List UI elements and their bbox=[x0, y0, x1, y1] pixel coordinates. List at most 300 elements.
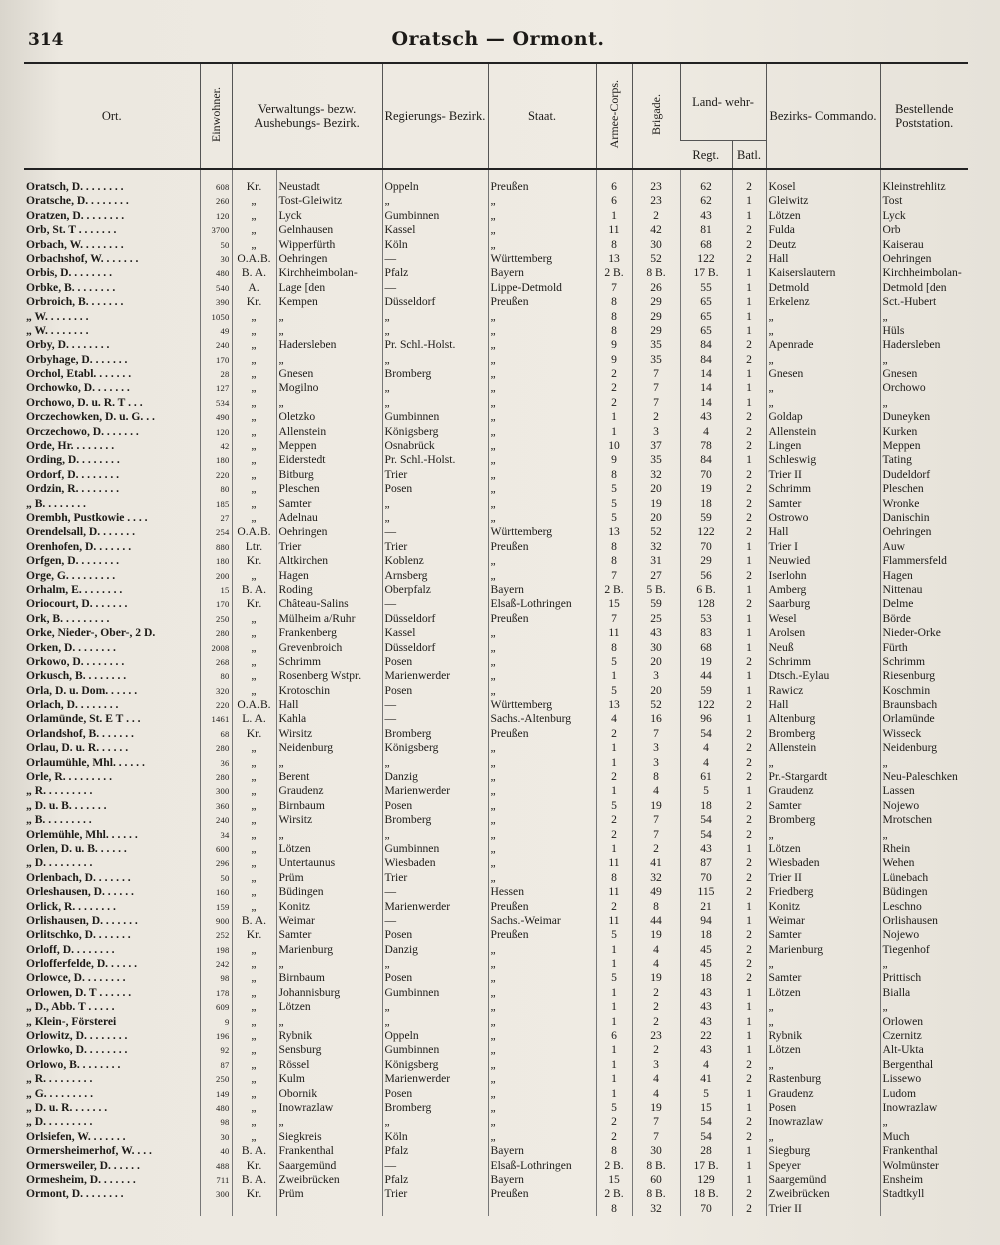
cell-verwaltungsbezirk: Hadersleben bbox=[276, 338, 382, 352]
cell-staat: Bayern bbox=[488, 1173, 596, 1187]
cell-ort: Orbyhage, D. . . . . . . bbox=[26, 352, 128, 366]
cell-staat: „ bbox=[488, 957, 596, 971]
cell-brigade: 31 bbox=[632, 554, 680, 568]
cell-einwohner: 480 bbox=[200, 266, 232, 280]
cell-bezirkskommando: „ bbox=[766, 957, 880, 971]
cell-ort: Orlamünde, St. E T . . . bbox=[26, 712, 141, 726]
cell-einwohner: 127 bbox=[200, 381, 232, 395]
cell-einwohner: 149 bbox=[200, 1086, 232, 1100]
cell-staat: Lippe-Detmold bbox=[488, 280, 596, 294]
cell-bezirk-typ: „ bbox=[232, 985, 276, 999]
table-row bbox=[24, 223, 968, 237]
cell-bataillon: 2 bbox=[732, 942, 766, 956]
cell-bezirk-typ: „ bbox=[232, 899, 276, 913]
cell-poststation: Kleinstrehlitz bbox=[880, 169, 968, 194]
table-row bbox=[24, 381, 968, 395]
cell-regierungsbezirk: Marienwerder bbox=[382, 784, 488, 798]
cell-verwaltungsbezirk: Bitburg bbox=[276, 467, 382, 481]
cell-bezirkskommando: „ bbox=[766, 1014, 880, 1028]
cell-armee-corps: 5 bbox=[596, 1101, 632, 1115]
cell-poststation: Wronke bbox=[880, 496, 968, 510]
page-number: 314 bbox=[28, 30, 64, 50]
cell-poststation: Alt-Ukta bbox=[880, 1043, 968, 1057]
cell-verwaltungsbezirk: Graudenz bbox=[276, 784, 382, 798]
table-row bbox=[24, 525, 968, 539]
cell-armee-corps: 6 bbox=[596, 169, 632, 194]
cell-brigade: 25 bbox=[632, 611, 680, 625]
cell-ort: „ B. . . . . . . . . bbox=[26, 813, 92, 827]
cell-bezirkskommando: Saargemünd bbox=[766, 1173, 880, 1187]
cell-einwohner: 68 bbox=[200, 726, 232, 740]
cell-bezirkskommando: Samter bbox=[766, 798, 880, 812]
cell-verwaltungsbezirk: „ bbox=[276, 755, 382, 769]
cell-regierungsbezirk: Kassel bbox=[382, 223, 488, 237]
cell-armee-corps: 11 bbox=[596, 885, 632, 899]
cell-staat: „ bbox=[488, 755, 596, 769]
cell-regiment: 21 bbox=[680, 899, 732, 913]
cell-poststation: Ensheim bbox=[880, 1173, 968, 1187]
cell-staat: Preußen bbox=[488, 169, 596, 194]
cell-bezirk-typ: „ bbox=[232, 669, 276, 683]
cell-bataillon: 2 bbox=[732, 928, 766, 942]
cell-ort: Orke, Nieder-, Ober-, 2 D. bbox=[26, 626, 156, 640]
cell-bezirk-typ: Ltr. bbox=[232, 539, 276, 553]
cell-armee-corps: 5 bbox=[596, 798, 632, 812]
cell-einwohner: 160 bbox=[200, 885, 232, 899]
cell-poststation: Lünebach bbox=[880, 870, 968, 884]
table-row bbox=[24, 237, 968, 251]
table-row bbox=[24, 367, 968, 381]
cell-bataillon: 2 bbox=[732, 655, 766, 669]
cell-staat: „ bbox=[488, 381, 596, 395]
cell-regiment: 54 bbox=[680, 1115, 732, 1129]
col-header-verwaltung: Verwaltungs- bezw. Aushebungs- Bezirk. bbox=[232, 63, 382, 169]
cell-brigade: 49 bbox=[632, 885, 680, 899]
cell-staat: Sachs.-Altenburg bbox=[488, 712, 596, 726]
cell-bataillon: 1 bbox=[732, 1043, 766, 1057]
cell-regiment: 59 bbox=[680, 511, 732, 525]
cell-poststation: Nojewo bbox=[880, 798, 968, 812]
cell-staat: Preußen bbox=[488, 539, 596, 553]
cell-regiment: 68 bbox=[680, 237, 732, 251]
col-header-landwehr: Land- wehr- bbox=[680, 63, 766, 141]
cell-bataillon: 2 bbox=[732, 338, 766, 352]
cell-armee-corps: 8 bbox=[596, 870, 632, 884]
cell-verwaltungsbezirk: Wipperfürth bbox=[276, 237, 382, 251]
cell-verwaltungsbezirk: Gelnhausen bbox=[276, 223, 382, 237]
cell-einwohner: 92 bbox=[200, 1043, 232, 1057]
cell-bezirkskommando: Friedberg bbox=[766, 885, 880, 899]
cell-staat: „ bbox=[488, 798, 596, 812]
cell-brigade: 8 bbox=[632, 770, 680, 784]
cell-ort: Orbke, B. . . . . . . . bbox=[26, 280, 116, 294]
cell-verwaltungsbezirk: Lyck bbox=[276, 208, 382, 222]
cell-bezirkskommando: Neuß bbox=[766, 640, 880, 654]
cell-poststation: „ bbox=[880, 395, 968, 409]
cell-regiment: 44 bbox=[680, 669, 732, 683]
cell-bezirkskommando: Ostrowo bbox=[766, 511, 880, 525]
cell-regierungsbezirk: Trier bbox=[382, 539, 488, 553]
cell-regiment: 53 bbox=[680, 611, 732, 625]
cell-regiment: 94 bbox=[680, 914, 732, 928]
cell-ort: „ D. . . . . . . . . bbox=[26, 1115, 93, 1129]
cell-brigade: 29 bbox=[632, 324, 680, 338]
cell-poststation: „ bbox=[880, 827, 968, 841]
cell-bezirkskommando: Schrimm bbox=[766, 655, 880, 669]
cell-einwohner: 600 bbox=[200, 842, 232, 856]
cell-bezirk-typ: „ bbox=[232, 453, 276, 467]
cell-einwohner: 534 bbox=[200, 395, 232, 409]
cell-brigade: 2 bbox=[632, 410, 680, 424]
cell-armee-corps: 2 B. bbox=[596, 583, 632, 597]
cell-bezirkskommando: „ bbox=[766, 395, 880, 409]
cell-regiment: 83 bbox=[680, 626, 732, 640]
cell-regiment: 14 bbox=[680, 395, 732, 409]
cell-verwaltungsbezirk: Prüm bbox=[276, 1187, 382, 1201]
cell-einwohner: 240 bbox=[200, 338, 232, 352]
table-row bbox=[24, 971, 968, 985]
table-row bbox=[24, 813, 968, 827]
cell-ort: „ R. . . . . . . . . bbox=[26, 1072, 93, 1086]
cell-ort: „ W. . . . . . . . bbox=[26, 323, 89, 337]
cell-verwaltungsbezirk: Lötzen bbox=[276, 842, 382, 856]
cell-bataillon: 1 bbox=[732, 395, 766, 409]
cell-staat: „ bbox=[488, 827, 596, 841]
cell-regiment: 43 bbox=[680, 842, 732, 856]
table-row bbox=[24, 280, 968, 294]
cell-regierungsbezirk: Danzig bbox=[382, 770, 488, 784]
cell-verwaltungsbezirk: „ bbox=[276, 324, 382, 338]
cell-bataillon: 1 bbox=[732, 1014, 766, 1028]
cell-brigade: 2 bbox=[632, 1043, 680, 1057]
cell-ort: „ D. u. R. . . . . . . bbox=[26, 1101, 108, 1114]
table-row bbox=[24, 683, 968, 697]
running-header bbox=[28, 28, 968, 54]
cell-bataillon: 1 bbox=[732, 295, 766, 309]
cell-einwohner: 360 bbox=[200, 798, 232, 812]
table-row bbox=[24, 741, 968, 755]
cell-verwaltungsbezirk: „ bbox=[276, 957, 382, 971]
cell-staat: „ bbox=[488, 482, 596, 496]
cell-bataillon: 2 bbox=[732, 827, 766, 841]
cell-poststation: Rhein bbox=[880, 842, 968, 856]
cell-armee-corps: 1 bbox=[596, 755, 632, 769]
cell-staat: „ bbox=[488, 1000, 596, 1014]
cell-regiment: 22 bbox=[680, 1029, 732, 1043]
cell-einwohner: 180 bbox=[200, 453, 232, 467]
cell-einwohner: 80 bbox=[200, 669, 232, 683]
cell-bezirk-typ: „ bbox=[232, 568, 276, 582]
cell-ort: „ R. . . . . . . . . bbox=[26, 784, 93, 798]
cell-einwohner: 711 bbox=[200, 1173, 232, 1187]
cell-staat: „ bbox=[488, 453, 596, 467]
cell-verwaltungsbezirk: Hagen bbox=[276, 568, 382, 582]
cell-ort: Orleshausen, D. . . . . . bbox=[26, 885, 134, 899]
cell-verwaltungsbezirk: Château-Salins bbox=[276, 597, 382, 611]
cell-regiment: 56 bbox=[680, 568, 732, 582]
cell-einwohner: 250 bbox=[200, 1072, 232, 1086]
cell-regierungsbezirk: Posen bbox=[382, 482, 488, 496]
cell-einwohner: 296 bbox=[200, 856, 232, 870]
cell-regiment: 62 bbox=[680, 169, 732, 194]
cell-bezirk-typ bbox=[232, 1201, 276, 1215]
cell-verwaltungsbezirk: Neustadt bbox=[276, 169, 382, 194]
cell-regiment: 65 bbox=[680, 324, 732, 338]
cell-armee-corps: 5 bbox=[596, 928, 632, 942]
cell-brigade: 27 bbox=[632, 568, 680, 582]
cell-ort: Oratzen, D. . . . . . . . bbox=[26, 208, 125, 222]
cell-regiment: 43 bbox=[680, 1043, 732, 1057]
cell-poststation: Wolmünster bbox=[880, 1158, 968, 1172]
cell-bezirkskommando: Inowrazlaw bbox=[766, 1115, 880, 1129]
cell-verwaltungsbezirk: Weimar bbox=[276, 914, 382, 928]
table-row bbox=[24, 424, 968, 438]
cell-armee-corps: 2 bbox=[596, 395, 632, 409]
cell-poststation: Koschmin bbox=[880, 683, 968, 697]
cell-poststation: Leschno bbox=[880, 899, 968, 913]
cell-regiment: 18 bbox=[680, 928, 732, 942]
cell-poststation: Tating bbox=[880, 453, 968, 467]
cell-bataillon: 2 bbox=[732, 755, 766, 769]
cell-poststation: Tost bbox=[880, 194, 968, 208]
cell-poststation: Much bbox=[880, 1129, 968, 1143]
cell-ort: Ordzin, R. . . . . . . . bbox=[26, 482, 120, 496]
cell-bezirk-typ: „ bbox=[232, 1129, 276, 1143]
cell-ort: Orloff, D. . . . . . . . bbox=[26, 942, 115, 956]
cell-regierungsbezirk: Marienwerder bbox=[382, 899, 488, 913]
table-row bbox=[24, 1187, 968, 1201]
cell-verwaltungsbezirk: Pleschen bbox=[276, 482, 382, 496]
cell-regierungsbezirk: „ bbox=[382, 1115, 488, 1129]
cell-poststation: Oehringen bbox=[880, 525, 968, 539]
cell-ort: Orczechowo, D. . . . . . . bbox=[26, 424, 139, 438]
cell-poststation: Schrimm bbox=[880, 655, 968, 669]
cell-armee-corps: 8 bbox=[596, 640, 632, 654]
cell-bezirk-typ: „ bbox=[232, 381, 276, 395]
cell-brigade: 30 bbox=[632, 1144, 680, 1158]
cell-armee-corps: 8 bbox=[596, 237, 632, 251]
cell-regierungsbezirk: Marienwerder bbox=[382, 669, 488, 683]
cell-bataillon: 1 bbox=[732, 842, 766, 856]
cell-bezirk-typ: „ bbox=[232, 626, 276, 640]
cell-bezirkskommando: Gnesen bbox=[766, 367, 880, 381]
cell-ort: Orb, St. T . . . . . . . bbox=[26, 223, 117, 237]
cell-ort: Orlitschko, D. . . . . . . bbox=[26, 928, 131, 942]
cell-bezirkskommando: Detmold bbox=[766, 280, 880, 294]
cell-regiment: 96 bbox=[680, 712, 732, 726]
cell-staat: „ bbox=[488, 410, 596, 424]
cell-einwohner: 30 bbox=[200, 252, 232, 266]
table-row bbox=[24, 698, 968, 712]
cell-regiment: 70 bbox=[680, 467, 732, 481]
cell-verwaltungsbezirk: Wirsitz bbox=[276, 813, 382, 827]
cell-ort: Orembh, Pustkowie . . . . bbox=[26, 510, 148, 524]
cell-verwaltungsbezirk: Büdingen bbox=[276, 885, 382, 899]
cell-bezirkskommando: Rybnik bbox=[766, 1029, 880, 1043]
cell-bezirk-typ: „ bbox=[232, 784, 276, 798]
cell-regierungsbezirk: Bromberg bbox=[382, 367, 488, 381]
cell-poststation: Braunsbach bbox=[880, 698, 968, 712]
cell-bataillon: 1 bbox=[732, 899, 766, 913]
table-row bbox=[24, 1129, 968, 1143]
cell-poststation: „ bbox=[880, 755, 968, 769]
table-row bbox=[24, 252, 968, 266]
cell-bezirkskommando: Konitz bbox=[766, 899, 880, 913]
cell-staat: „ bbox=[488, 1072, 596, 1086]
cell-regiment: 19 bbox=[680, 482, 732, 496]
cell-regierungsbezirk: — bbox=[382, 525, 488, 539]
cell-bataillon: 2 bbox=[732, 698, 766, 712]
cell-ort: Orbroich, B. . . . . . . bbox=[26, 295, 124, 309]
table-row bbox=[24, 928, 968, 942]
cell-bataillon: 1 bbox=[732, 914, 766, 928]
cell-brigade: 8 B. bbox=[632, 266, 680, 280]
cell-bataillon: 1 bbox=[732, 381, 766, 395]
cell-bezirk-typ: „ bbox=[232, 352, 276, 366]
cell-brigade: 26 bbox=[632, 280, 680, 294]
cell-verwaltungsbezirk: Oehringen bbox=[276, 252, 382, 266]
cell-regierungsbezirk: Gumbinnen bbox=[382, 208, 488, 222]
cell-bezirk-typ: „ bbox=[232, 1029, 276, 1043]
table-row bbox=[24, 1115, 968, 1129]
cell-regierungsbezirk: — bbox=[382, 885, 488, 899]
cell-verwaltungsbezirk: Kahla bbox=[276, 712, 382, 726]
cell-bezirkskommando: Allenstein bbox=[766, 424, 880, 438]
cell-staat: Sachs.-Weimar bbox=[488, 914, 596, 928]
cell-bataillon: 2 bbox=[732, 957, 766, 971]
cell-armee-corps: 2 bbox=[596, 899, 632, 913]
cell-staat: Hessen bbox=[488, 885, 596, 899]
table-row bbox=[24, 338, 968, 352]
cell-bezirkskommando: Fulda bbox=[766, 223, 880, 237]
cell-regierungsbezirk: Oppeln bbox=[382, 1029, 488, 1043]
cell-einwohner: 36 bbox=[200, 755, 232, 769]
cell-armee-corps: 7 bbox=[596, 611, 632, 625]
cell-einwohner: 49 bbox=[200, 324, 232, 338]
cell-bezirk-typ: B. A. bbox=[232, 583, 276, 597]
cell-staat bbox=[488, 1201, 596, 1215]
cell-regiment: 4 bbox=[680, 1057, 732, 1071]
cell-brigade: 29 bbox=[632, 309, 680, 323]
cell-regiment: 17 B. bbox=[680, 1158, 732, 1172]
cell-poststation: Neidenburg bbox=[880, 741, 968, 755]
cell-regierungsbezirk: Düsseldorf bbox=[382, 640, 488, 654]
cell-armee-corps: 5 bbox=[596, 511, 632, 525]
cell-verwaltungsbezirk: Konitz bbox=[276, 899, 382, 913]
cell-ort: Orlowko, D. . . . . . . . bbox=[26, 1043, 128, 1057]
cell-regierungsbezirk: „ bbox=[382, 324, 488, 338]
cell-einwohner: 390 bbox=[200, 295, 232, 309]
cell-bezirkskommando: Hall bbox=[766, 698, 880, 712]
cell-regierungsbezirk: Gumbinnen bbox=[382, 842, 488, 856]
cell-brigade: 32 bbox=[632, 467, 680, 481]
cell-bezirkskommando: „ bbox=[766, 1057, 880, 1071]
table-row bbox=[24, 467, 968, 481]
cell-regierungsbezirk: „ bbox=[382, 511, 488, 525]
cell-regierungsbezirk: „ bbox=[382, 1000, 488, 1014]
cell-einwohner: 159 bbox=[200, 899, 232, 913]
cell-bezirk-typ: O.A.B. bbox=[232, 252, 276, 266]
cell-ort: Orfgen, D. . . . . . . . bbox=[26, 554, 120, 568]
cell-bataillon: 1 bbox=[732, 1000, 766, 1014]
cell-staat: Preußen bbox=[488, 928, 596, 942]
cell-regierungsbezirk: Düsseldorf bbox=[382, 295, 488, 309]
cell-ort: Orde, Hr. . . . . . . . bbox=[26, 439, 115, 453]
cell-staat: „ bbox=[488, 511, 596, 525]
cell-bataillon: 2 bbox=[732, 568, 766, 582]
cell-armee-corps: 2 bbox=[596, 1129, 632, 1143]
cell-armee-corps: 1 bbox=[596, 208, 632, 222]
cell-verwaltungsbezirk: Altkirchen bbox=[276, 554, 382, 568]
cell-verwaltungsbezirk: Lötzen bbox=[276, 1000, 382, 1014]
cell-poststation: „ bbox=[880, 309, 968, 323]
cell-bataillon: 2 bbox=[732, 410, 766, 424]
cell-verwaltungsbezirk: Kirchheimbolan- bbox=[276, 266, 382, 280]
cell-bezirkskommando: Saarburg bbox=[766, 597, 880, 611]
cell-bezirk-typ: „ bbox=[232, 1043, 276, 1057]
cell-einwohner: 170 bbox=[200, 597, 232, 611]
cell-regierungsbezirk: Posen bbox=[382, 798, 488, 812]
cell-regierungsbezirk: „ bbox=[382, 957, 488, 971]
cell-armee-corps: 1 bbox=[596, 1000, 632, 1014]
cell-brigade: 52 bbox=[632, 252, 680, 266]
cell-verwaltungsbezirk: Tost-Gleiwitz bbox=[276, 194, 382, 208]
cell-brigade: 4 bbox=[632, 942, 680, 956]
table-row bbox=[24, 496, 968, 510]
cell-bezirk-typ: Kr. bbox=[232, 169, 276, 194]
cell-staat: „ bbox=[488, 554, 596, 568]
cell-armee-corps: 1 bbox=[596, 784, 632, 798]
cell-bezirkskommando: Rawicz bbox=[766, 683, 880, 697]
table-row bbox=[24, 453, 968, 467]
cell-bezirkskommando: Arolsen bbox=[766, 626, 880, 640]
cell-ort: Ormersweiler, D. . . . . . bbox=[26, 1158, 140, 1172]
cell-staat: „ bbox=[488, 208, 596, 222]
cell-einwohner: 220 bbox=[200, 467, 232, 481]
cell-regiment: 29 bbox=[680, 554, 732, 568]
cell-bataillon: 1 bbox=[732, 539, 766, 553]
cell-brigade: 7 bbox=[632, 827, 680, 841]
cell-armee-corps: 2 bbox=[596, 726, 632, 740]
table-row bbox=[24, 1043, 968, 1057]
cell-regierungsbezirk: Trier bbox=[382, 1187, 488, 1201]
cell-poststation: „ bbox=[880, 352, 968, 366]
cell-einwohner: 242 bbox=[200, 957, 232, 971]
cell-bezirkskommando: Trier II bbox=[766, 870, 880, 884]
cell-regierungsbezirk: Köln bbox=[382, 1129, 488, 1143]
cell-bataillon: 2 bbox=[732, 741, 766, 755]
cell-armee-corps: 7 bbox=[596, 280, 632, 294]
table-row bbox=[24, 1072, 968, 1086]
cell-bezirkskommando: Gleiwitz bbox=[766, 194, 880, 208]
table-row bbox=[24, 827, 968, 841]
cell-einwohner: 609 bbox=[200, 1000, 232, 1014]
cell-bezirk-typ: O.A.B. bbox=[232, 698, 276, 712]
table-row bbox=[24, 755, 968, 769]
cell-bataillon: 2 bbox=[732, 496, 766, 510]
cell-verwaltungsbezirk: Gnesen bbox=[276, 367, 382, 381]
cell-ort: Orendelsall, D. . . . . . . bbox=[26, 525, 135, 539]
cell-bataillon: 2 bbox=[732, 424, 766, 438]
cell-bezirk-typ: „ bbox=[232, 1014, 276, 1028]
cell-ort: Orlen, D. u. B. . . . . . bbox=[26, 841, 127, 855]
cell-poststation: Inowrazlaw bbox=[880, 1101, 968, 1115]
cell-poststation: Lyck bbox=[880, 208, 968, 222]
cell-armee-corps: 8 bbox=[596, 467, 632, 481]
cell-poststation: Lassen bbox=[880, 784, 968, 798]
cell-einwohner: 198 bbox=[200, 942, 232, 956]
cell-staat: Elsaß-Lothringen bbox=[488, 597, 596, 611]
